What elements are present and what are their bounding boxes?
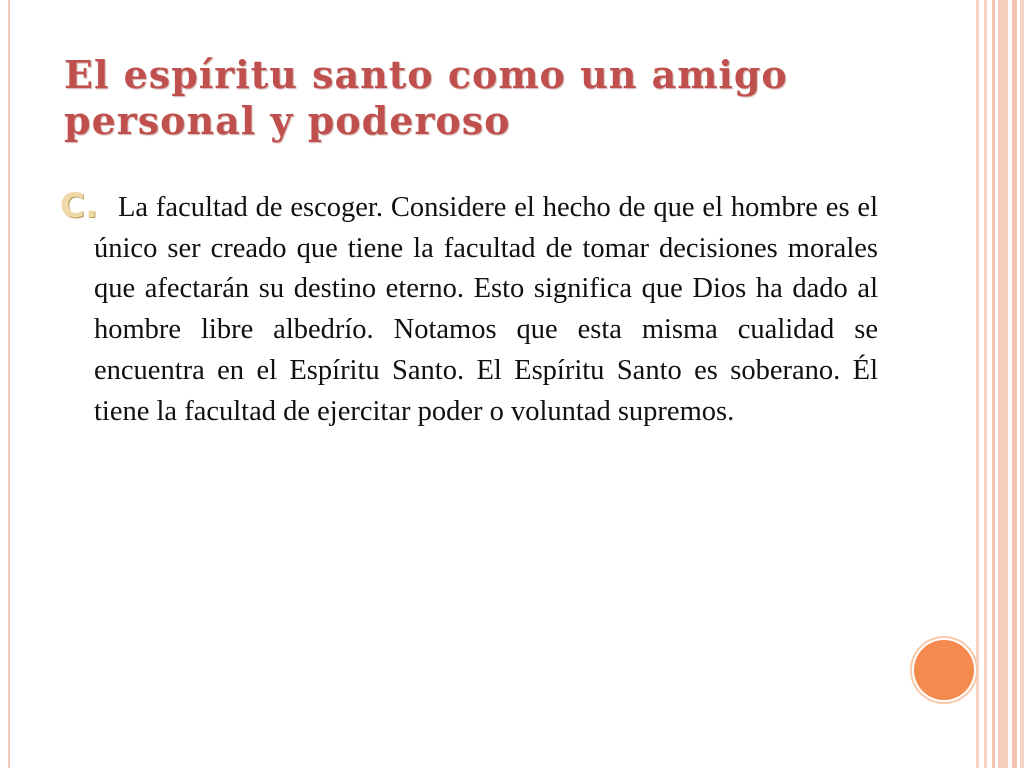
stripe	[1020, 0, 1024, 768]
content-block	[60, 188, 878, 432]
stripe	[984, 0, 987, 768]
stripe	[992, 0, 995, 768]
stripe	[998, 0, 1008, 768]
body-paragraph: La facultad de escoger. Considere el hecho de que el hombre es el único ser creado que tiene la facultad de tomar decisiones morales que afectarán su destino eterno. Esto significa que Dios ha dado al hombre libre albedrío. Notamos que esta misma cualidad se encuentra en el Espíritu Santo. El Espíritu Santo es soberano. Él tiene la facultad de ejercitar poder o voluntad supremos.	[94, 192, 878, 427]
slide-title: El espíritu santo como un amigo personal y poderoso	[64, 52, 788, 143]
stripe	[976, 0, 979, 768]
right-decorative-stripes	[976, 0, 1024, 768]
bullet-marker: C.	[60, 186, 98, 226]
decorative-circle	[914, 640, 974, 700]
stripe	[1012, 0, 1017, 768]
left-border-line	[8, 0, 10, 768]
